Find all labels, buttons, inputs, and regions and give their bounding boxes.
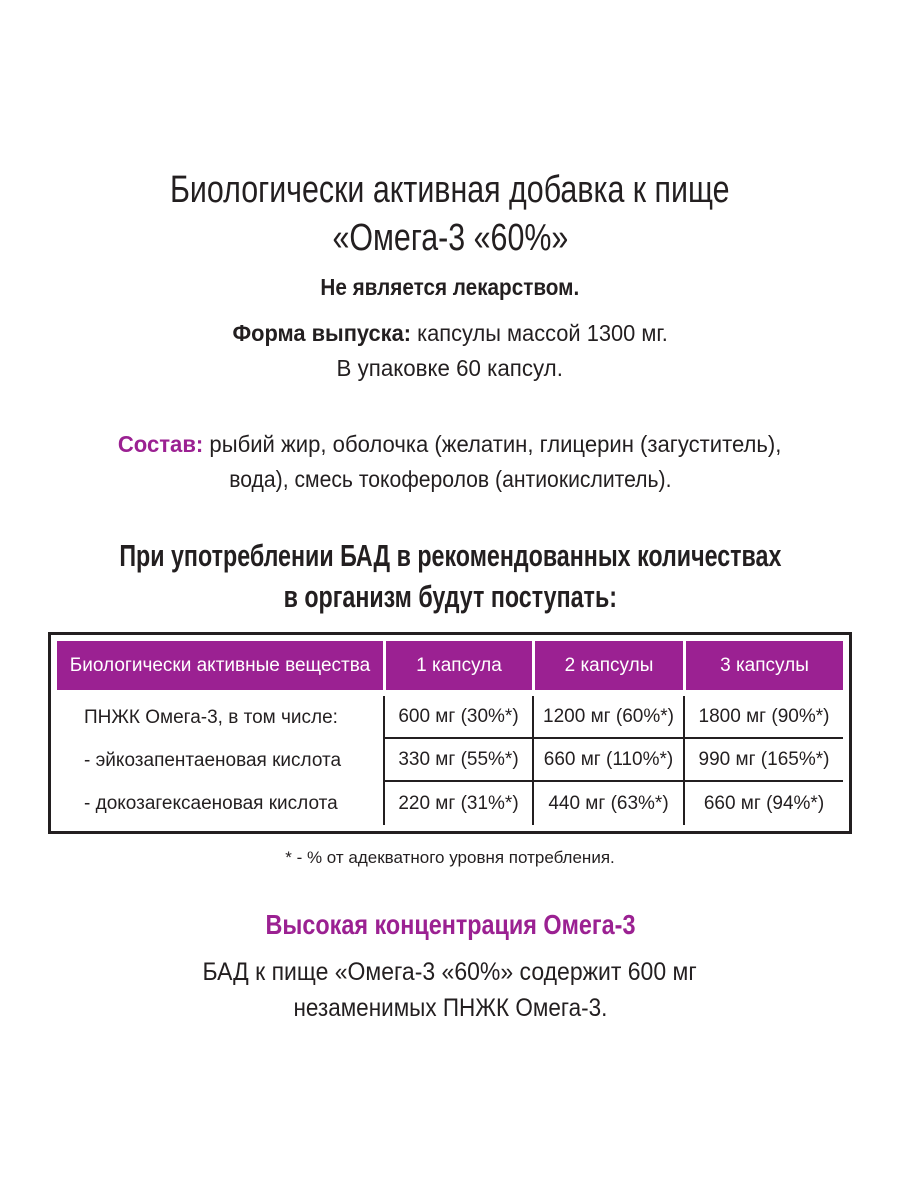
composition-value-1: рыбий жир, оболочка (желатин, глицерин (загуститель), [209,431,782,457]
nutrient-table [48,632,852,834]
cell-value: 600 мг (30%*) [383,696,532,739]
table-row [57,739,843,782]
table-body [57,696,843,825]
composition-label: Состав: [118,431,204,457]
release-form-text [232,319,667,347]
package-count [0,354,900,382]
not-medicine-disclaimer [0,273,900,301]
product-title-line-1 [0,167,900,213]
cell-substance: ПНЖК Омега-3, в том числе: [84,706,338,728]
footnote-text: * - % от адекватного уровня потребления. [285,848,615,867]
intake-heading-text-2: в организм будут поступать: [283,579,617,614]
concentration-line-1 [0,957,900,987]
concentration-text-2: незаменимых ПНЖК Омега-3. [293,994,607,1022]
release-form-label: Форма выпуска: [232,320,411,346]
cell-value: 1800 мг (90%*) [683,696,843,739]
header-cell-3-capsules: 3 капсулы [683,641,843,690]
intake-heading-text-1: При употреблении БАД в рекомендованных количествах [118,538,782,573]
concentration-line-2 [0,993,900,1023]
header-cell-substances: Биологически активные вещества [69,654,371,676]
concentration-heading [0,908,900,942]
release-form-value: капсулы массой 1300 мг. [416,320,668,346]
cell-substance: - эйкозапентаеновая кислота [84,749,342,771]
composition-line-1 [0,430,900,458]
intake-heading-line-2 [0,578,900,616]
footnote [0,847,900,869]
intake-heading-line-1 [0,537,900,575]
product-title-text-1: Биологически активная добавка к пище [170,169,730,211]
cell-substance: - докозагексаеновая кислота [84,792,338,814]
cell-value: 1200 мг (60%*) [532,696,683,739]
composition-text-1 [118,430,782,458]
table-row [57,782,843,825]
cell-value: 220 мг (31%*) [383,782,532,825]
cell-value: 660 мг (110%*) [532,739,683,782]
table-header-row [57,641,843,690]
header-cell-2-capsules: 2 капсулы [532,641,683,690]
concentration-text-1: БАД к пище «Омега-3 «60%» содержит 600 мг [202,958,698,986]
package-count-text: В упаковке 60 капсул. [336,355,564,381]
concentration-heading-text: Высокая концентрация Омега-3 [265,909,635,940]
release-form [0,319,900,347]
disclaimer-text: Не является лекарством. [320,274,580,300]
cell-value: 990 мг (165%*) [683,739,843,782]
product-title-text-2: «Омега-3 «60%» [332,217,568,259]
cell-value: 440 мг (63%*) [532,782,683,825]
composition-value-2: вода), смесь токоферолов (антиокислитель). [228,466,672,492]
header-cell-1-capsule: 1 капсула [383,641,532,690]
product-title-line-2 [0,215,900,261]
composition-line-2 [0,465,900,493]
cell-value: 330 мг (55%*) [383,739,532,782]
table-row [57,696,843,739]
cell-value: 660 мг (94%*) [683,782,843,825]
